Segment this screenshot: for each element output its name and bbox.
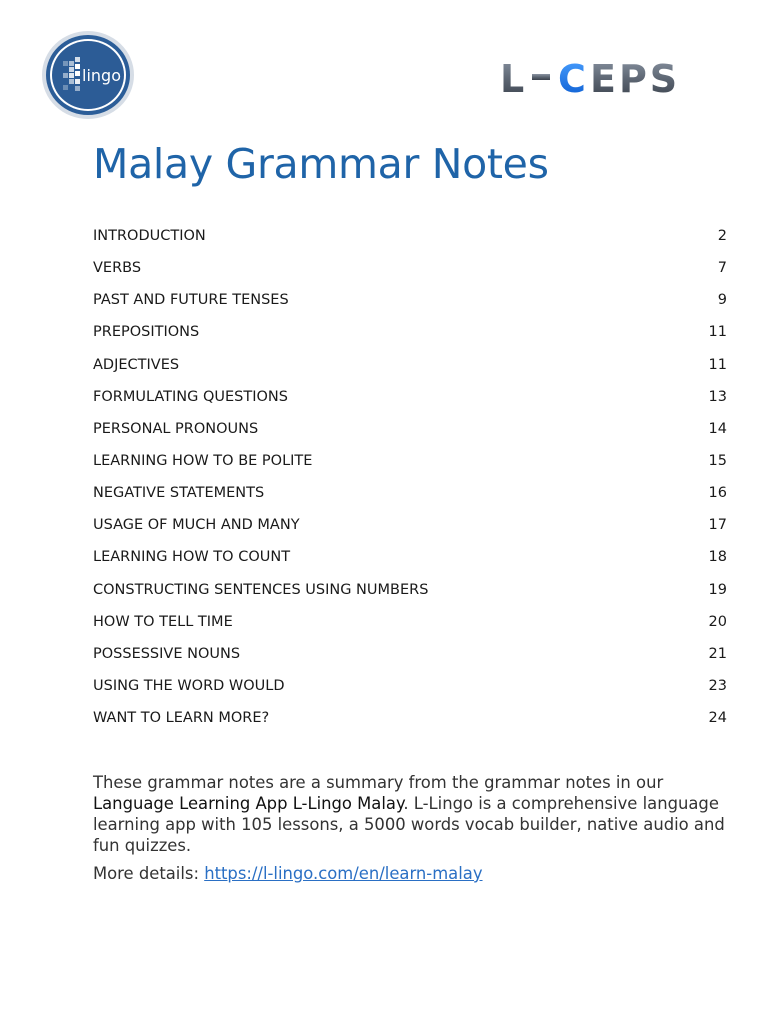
toc-page-number: 15 (708, 452, 727, 469)
toc-row[interactable] (93, 284, 727, 316)
toc-label: VERBS (93, 260, 142, 277)
toc-row[interactable] (93, 541, 727, 573)
toc-row[interactable] (93, 349, 727, 381)
toc-label: HOW TO TELL TIME (93, 613, 233, 630)
lingo-logo-text: lingo (82, 66, 121, 85)
toc-page-number: 11 (708, 324, 727, 341)
summary-text-before: These grammar notes are a summary from the grammar notes in our (93, 773, 664, 792)
summary-paragraph (93, 772, 733, 856)
toc-page-number: 23 (708, 677, 727, 694)
toc-page-number: 17 (708, 517, 727, 534)
toc-page-number: 18 (708, 549, 727, 566)
more-details-line (93, 864, 483, 883)
toc-page-number: 2 (717, 228, 727, 244)
toc-label: POSSESSIVE NOUNS (93, 645, 241, 662)
toc-page-number: 24 (708, 710, 727, 727)
toc-row[interactable] (93, 252, 727, 284)
toc-label: USAGE OF MUCH AND MANY (93, 517, 300, 534)
toc-row[interactable] (93, 413, 727, 445)
toc-row[interactable] (93, 220, 727, 252)
toc-row[interactable] (93, 509, 727, 541)
toc-row[interactable] (93, 477, 727, 509)
page-title: Malay Grammar Notes (93, 140, 549, 188)
toc-label: PAST AND FUTURE TENSES (93, 292, 289, 309)
toc-label: ADJECTIVES (93, 356, 180, 373)
toc-label: LEARNING HOW TO BE POLITE (93, 452, 313, 469)
toc-page-number: 14 (708, 420, 727, 437)
toc-page-number: 13 (708, 388, 727, 405)
toc-label: LEARNING HOW TO COUNT (93, 549, 291, 566)
more-details-link[interactable]: https://l-lingo.com/en/learn-malay (204, 864, 483, 883)
svg-text:L: L (500, 57, 527, 100)
toc-page-number: 9 (717, 292, 727, 309)
toc-row[interactable] (93, 445, 727, 477)
toc-row[interactable] (93, 638, 727, 670)
summary-app-name: Language Learning App L-Lingo Malay (93, 794, 404, 813)
toc-row[interactable] (93, 670, 727, 702)
toc-page-number: 21 (708, 645, 727, 662)
toc-row[interactable] (93, 381, 727, 413)
toc-page-number: 20 (708, 613, 727, 630)
toc-label: INTRODUCTION (93, 228, 206, 244)
toc-label: FORMULATING QUESTIONS (93, 388, 288, 405)
table-of-contents (93, 220, 727, 734)
toc-label: PREPOSITIONS (93, 324, 200, 341)
l-lingo-logo (40, 29, 136, 121)
svg-text:EPS: EPS (590, 57, 681, 100)
toc-label: CONSTRUCTING SENTENCES USING NUMBERS (93, 581, 429, 598)
l-ceps-logo (498, 56, 718, 100)
toc-row[interactable] (93, 316, 727, 348)
more-details-label: More details: (93, 864, 205, 883)
toc-page-number: 16 (708, 485, 727, 502)
toc-row[interactable] (93, 702, 727, 734)
toc-page-number: 11 (708, 356, 727, 373)
toc-label: WANT TO LEARN MORE? (93, 710, 270, 727)
summary-text-after: . L-Lingo is a comprehensive language learning app with 105 lessons, a 5000 words vocab builder, native audio and fun quizzes. (93, 794, 725, 855)
toc-label: USING THE WORD WOULD (93, 677, 285, 694)
svg-text:C: C (558, 57, 586, 100)
toc-page-number: 19 (708, 581, 727, 598)
toc-label: PERSONAL PRONOUNS (93, 420, 259, 437)
toc-row[interactable] (93, 574, 727, 606)
toc-row[interactable] (93, 606, 727, 638)
toc-page-number: 7 (717, 260, 727, 277)
toc-label: NEGATIVE STATEMENTS (93, 485, 265, 502)
